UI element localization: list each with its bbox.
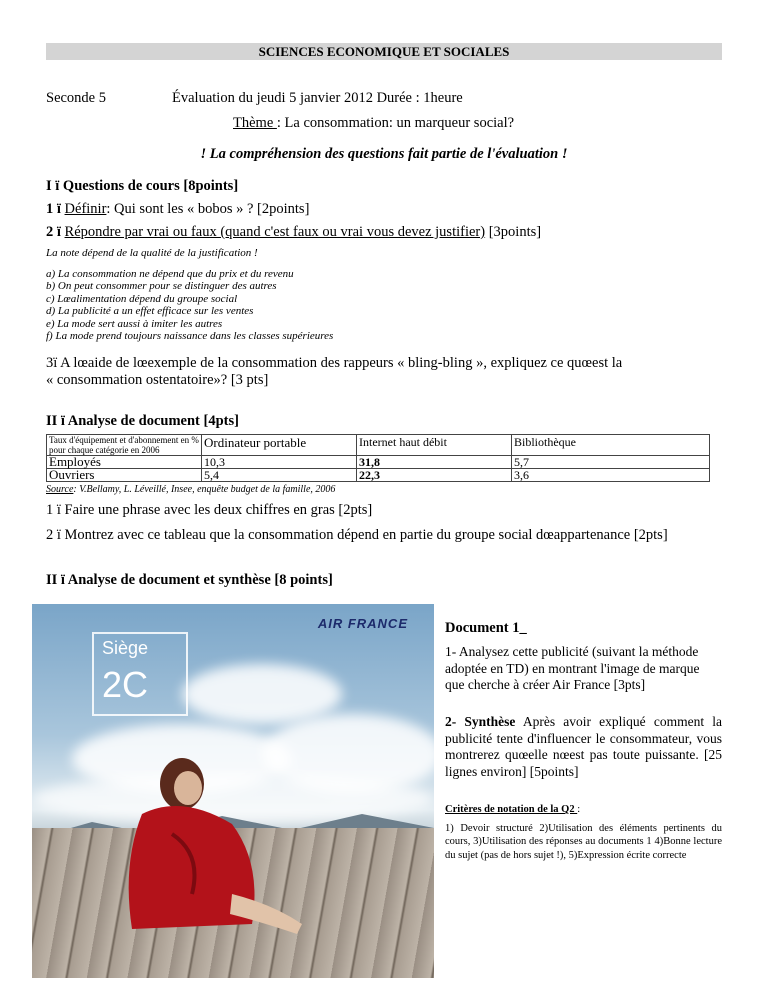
statement: a) La consommation ne dépend que du prix et du revenu [46, 268, 294, 280]
section-2-title: II ï Analyse de document [4pts] [46, 413, 239, 429]
evaluation-warning: ! La compréhension des questions fait partie de l'évaluation ! [200, 146, 568, 162]
evaluation-date: Évaluation du jeudi 5 janvier 2012 Durée : 1heure [172, 90, 463, 106]
q-label: Répondre par vrai ou faux (quand c'est faux ou vrai vous devez justifier) [64, 224, 486, 240]
table-cell-bold: 31,8 [357, 456, 512, 469]
q3-line2: « consommation ostentatoire»? [3 pts] [46, 372, 269, 388]
q3-line1: 3ï A lœaide de lœexemple de la consommation des rappeurs « bling-bling », expliquez ce quœest la [46, 355, 623, 371]
row-label: Employés [47, 456, 202, 469]
justification-note: La note dépend de la qualité de la justification ! [46, 247, 258, 259]
table-column-header: Ordinateur portable [202, 435, 357, 456]
source-text: : V.Bellamy, L. Léveillé, Insee, enquête budget de la famille, 2006 [73, 484, 336, 495]
table-cell: 5,7 [512, 456, 710, 469]
question-3-1: 1- Analysez cette publicité (suivant la méthode adoptée en TD) en montrant l'image de marque que cherche à créer Air France [3pts] [445, 644, 700, 692]
seat-code: 2C [102, 664, 149, 705]
question-1-1 [46, 201, 309, 218]
question-1-3 [46, 355, 722, 389]
siege-word: Siège [102, 638, 149, 658]
document-1-title: Document 1_ [445, 620, 527, 636]
theme-text: : La consommation: un marqueur social? [276, 115, 515, 131]
air-france-ad-image [32, 604, 434, 978]
question-2-2: 2 ï Montrez avec ce tableau que la consommation dépend en partie du groupe social dœappartenance [2pts] [46, 527, 668, 543]
subject-banner: SCIENCES ECONOMIQUE ET SOCIALES [46, 43, 722, 60]
table-source [46, 484, 335, 495]
q-number: 2 ï [46, 224, 65, 240]
table-cell: 10,3 [202, 456, 357, 469]
section-3-title: II ï Analyse de document et synthèse [8 points] [46, 572, 333, 588]
question-3-2 [445, 714, 722, 780]
theme-line [233, 115, 514, 132]
synthese-text: Après avoir expliqué comment la publicité tente d'influencer le consommateur, vous montrerez quœelle nœest pas toute puissante. [25 lignes environ] [5points] [445, 714, 722, 779]
woman-in-red-blanket-icon [112, 754, 312, 954]
criteria-title [445, 804, 722, 815]
equipment-table [46, 434, 710, 482]
statement: f) La mode prend toujours naissance dans les classes supérieures [46, 330, 334, 343]
table-row [47, 456, 710, 469]
air-france-logo: AIR FRANCE [317, 616, 408, 631]
table-column-header: Bibliothèque [512, 435, 710, 456]
question-2-1: 1 ï Faire une phrase avec les deux chiffres en gras [2pts] [46, 502, 373, 518]
table-row [47, 469, 710, 482]
table-cell: 5,4 [202, 469, 357, 482]
source-label: Source [46, 484, 74, 495]
synthese-label: 2- Synthèse [445, 714, 516, 729]
table-cell: 3,6 [512, 469, 710, 482]
q-text: : Qui sont les « bobos » ? [2points] [106, 201, 310, 217]
theme-label: Thème [233, 115, 277, 131]
statement: d) La publicité a un effet efficace sur les ventes [46, 305, 254, 318]
criteria-label: Critères de notation de la Q2 [445, 804, 578, 815]
statement: b) On peut consommer pour se distinguer des autres [46, 280, 277, 293]
question-1-2 [46, 224, 541, 241]
table-cell-bold: 22,3 [357, 469, 512, 482]
class-name: Seconde 5 [46, 90, 106, 106]
criteria-colon: : [577, 804, 581, 815]
statement: c) Lœalimentation dépend du groupe social [46, 292, 238, 305]
table-column-header: Internet haut débit [357, 435, 512, 456]
q-number: 1 ï [46, 201, 65, 217]
row-label: Ouvriers [47, 469, 202, 482]
section-1-title: I ï Questions de cours [8points] [46, 178, 239, 194]
seat-sign [92, 632, 188, 716]
table-header-row [47, 435, 710, 456]
table-corner-cell: Taux d'équipement et d'abonnement en % pour chaque catégorie en 2006 [47, 435, 202, 456]
q-points: [3points] [485, 224, 542, 240]
q-label: Définir [64, 201, 107, 217]
statements-list [46, 268, 333, 342]
criteria-list: 1) Devoir structuré 2)Utilisation des éléments pertinents du cours, 3)Utilisation des réponses au documents 1 4)Bonne lecture du sujet (pas de hors sujet !), 5)Expression écrite correcte [445, 823, 722, 861]
statement: e) La mode sert aussi à imiter les autres [46, 317, 223, 330]
